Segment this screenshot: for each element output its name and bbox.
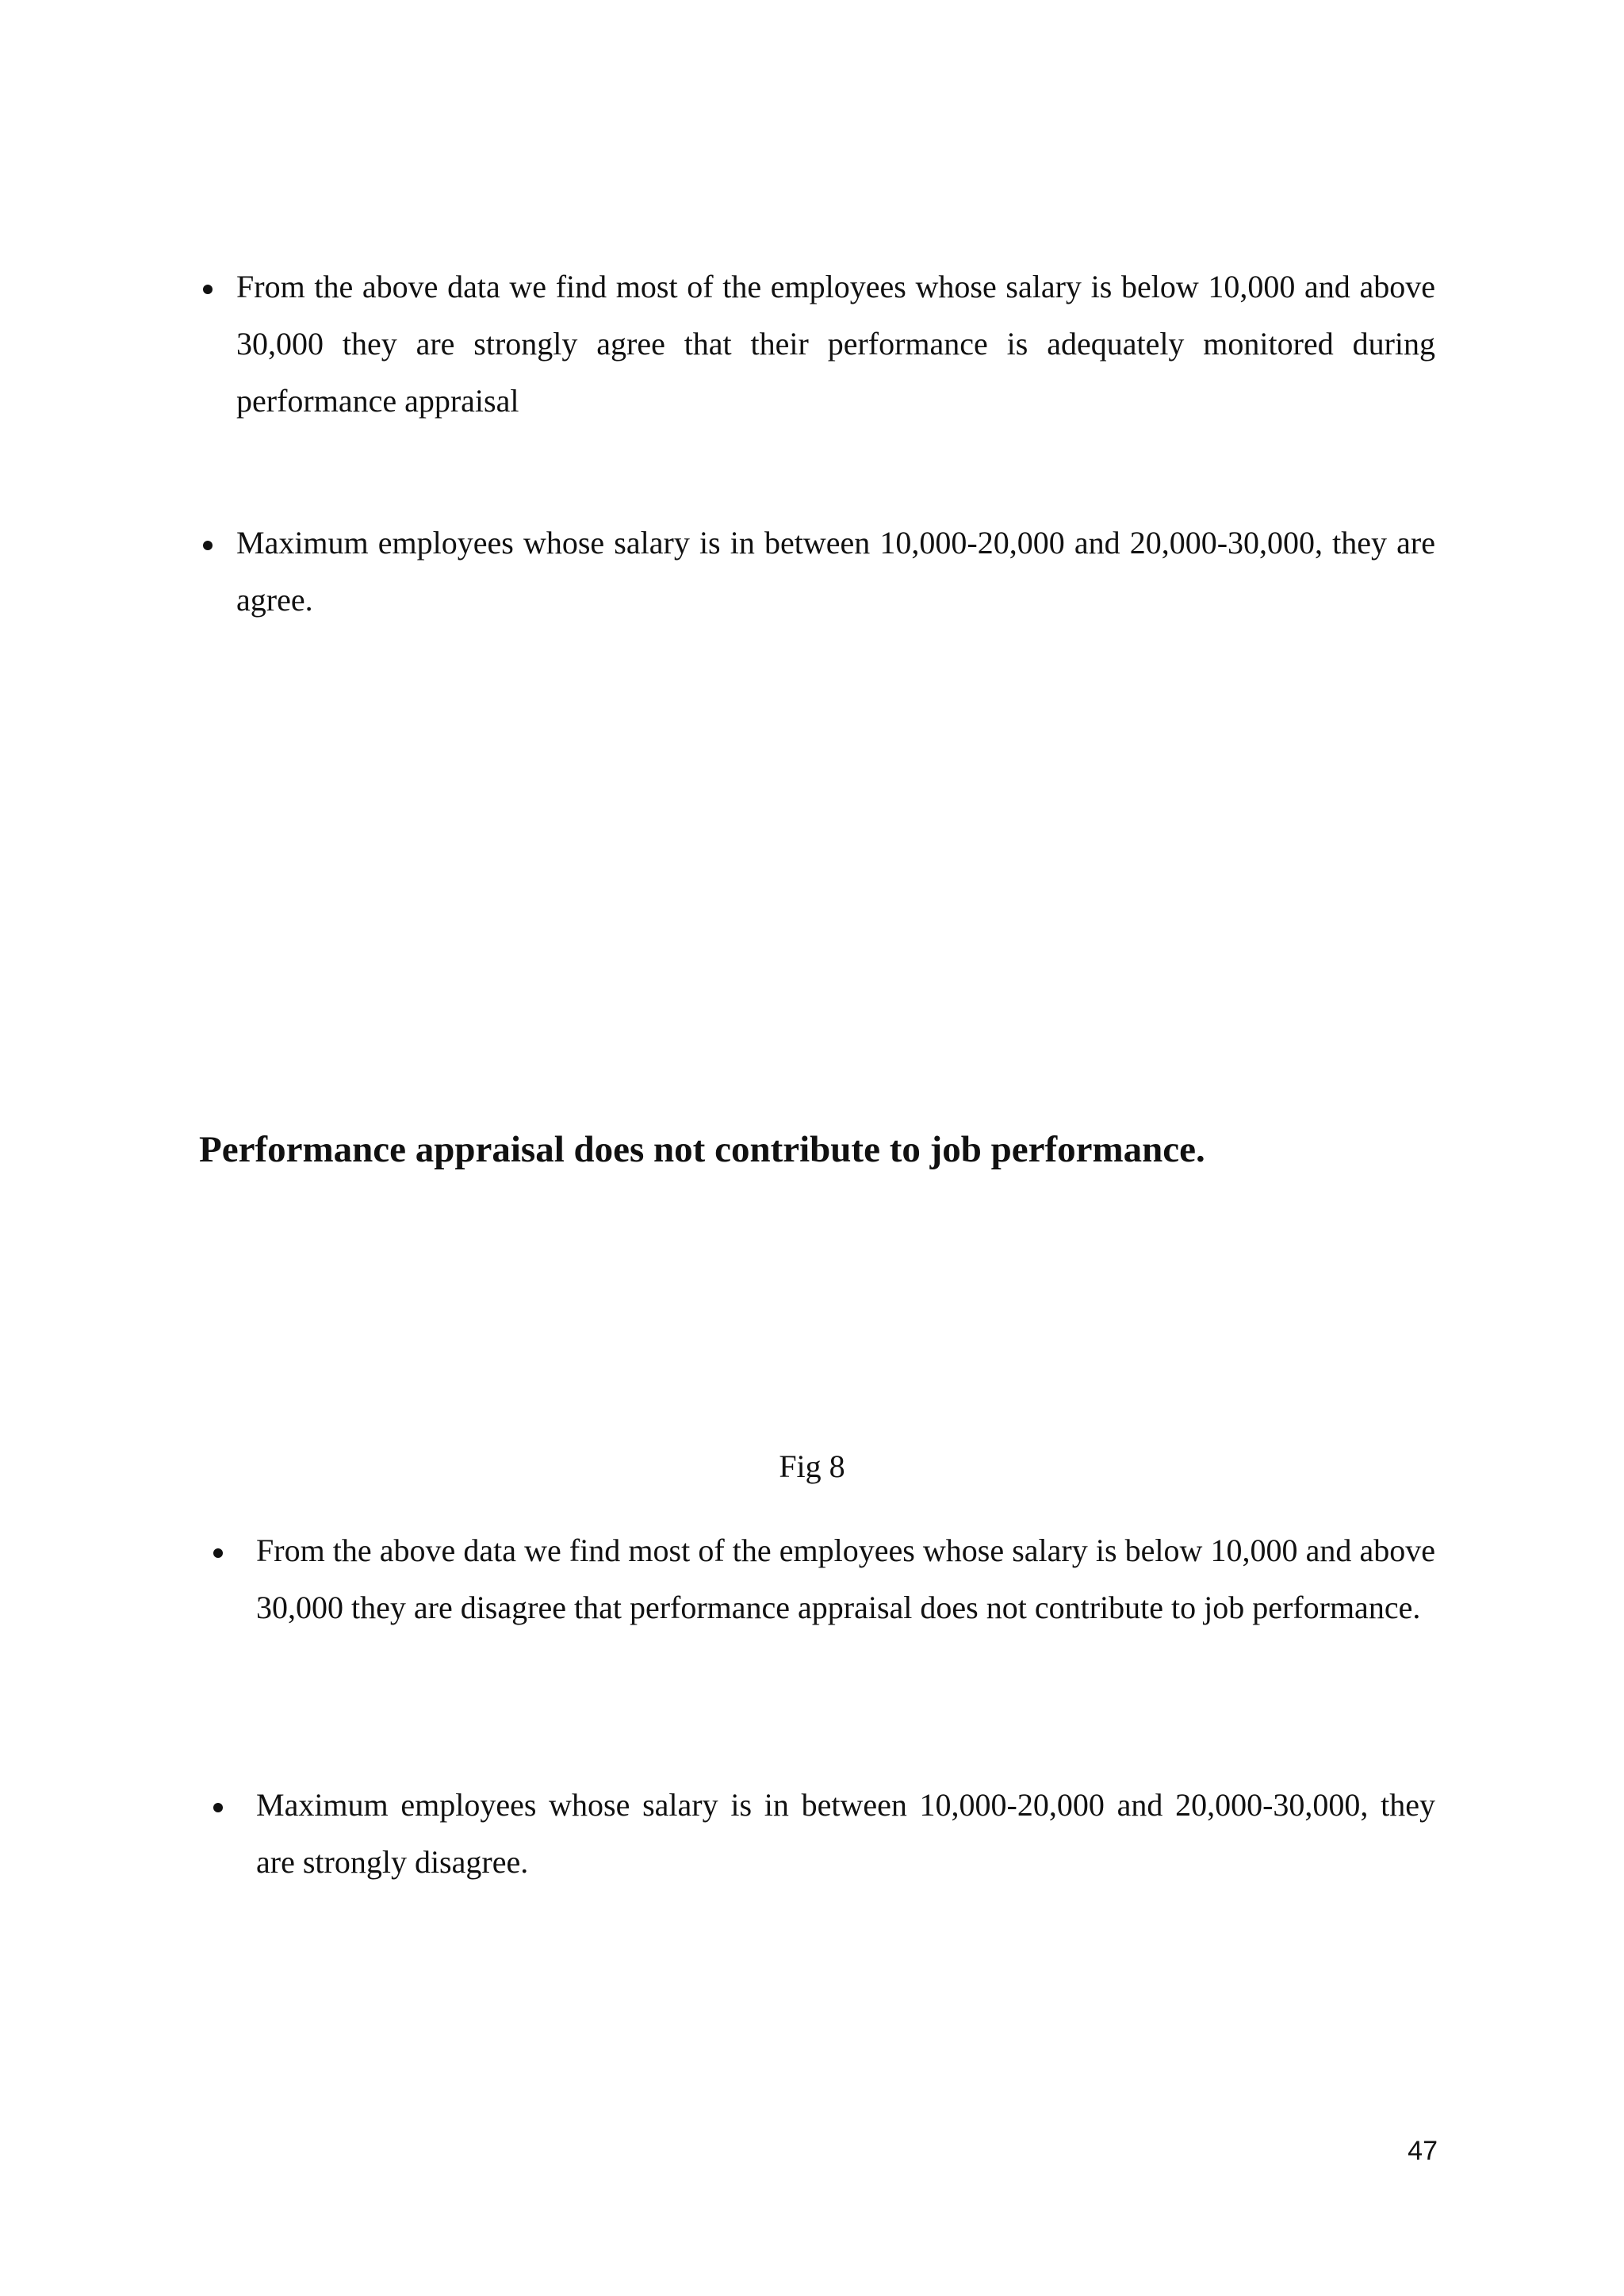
list-item (256, 1777, 1435, 1891)
list-item (236, 515, 1435, 629)
bullet-icon (213, 1548, 223, 1558)
section-heading: Performance appraisal does not contribute to job performance. (199, 1129, 1205, 1170)
bullet-icon (203, 285, 213, 294)
bullet-icon (213, 1803, 223, 1812)
bullet-text: Maximum employees whose salary is in between 10,000-20,000 and 20,000-30,000, they are strongly disagree. (256, 1787, 1435, 1880)
list-item (236, 258, 1435, 430)
bullet-text: Maximum employees whose salary is in between 10,000-20,000 and 20,000-30,000, they are agree. (236, 525, 1435, 618)
list-item (256, 1522, 1435, 1636)
bullet-text: From the above data we find most of the employees whose salary is below 10,000 and above 30,000 they are disagree that performance appraisal does not contribute to job performance. (256, 1533, 1435, 1625)
page-number: 47 (1408, 2136, 1438, 2166)
bullet-text: From the above data we find most of the employees whose salary is below 10,000 and above 30,000 they are strongly agree that their performance is adequately monitored during performance appraisal (236, 269, 1435, 419)
bullet-icon (203, 541, 213, 550)
figure-caption: Fig 8 (779, 1448, 845, 1484)
figure-area (199, 1189, 1436, 1427)
